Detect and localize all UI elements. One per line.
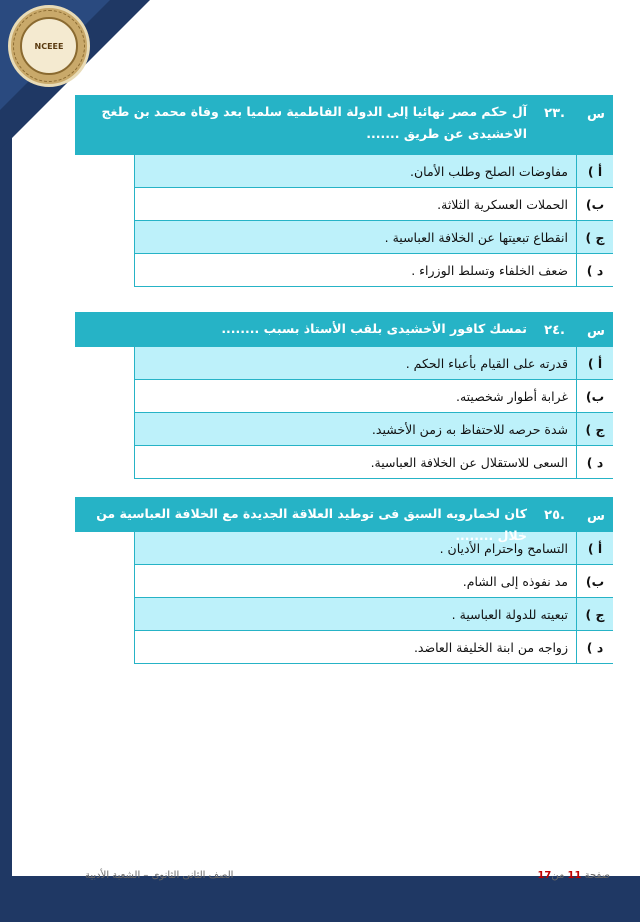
option-text: انقطاع تبعيتها عن الخلافة العباسية . <box>135 221 576 253</box>
question-block-23 <box>75 95 613 287</box>
question-label: س <box>587 107 605 122</box>
options-list <box>134 532 613 664</box>
option-text: غرابة أطوار شخصيته. <box>135 380 576 412</box>
option-b[interactable] <box>135 380 613 413</box>
footer-band <box>0 886 640 922</box>
option-b[interactable] <box>135 565 613 598</box>
options-list <box>134 155 613 287</box>
option-letter: أ ) <box>576 532 613 564</box>
page-total: 17 <box>537 870 552 881</box>
option-a[interactable] <box>135 347 613 380</box>
option-c[interactable] <box>135 598 613 631</box>
page-current: 11 <box>567 870 582 881</box>
option-text: التسامح واحترام الأديان . <box>135 532 576 564</box>
question-number: .٢٣ <box>544 106 565 121</box>
options-list <box>134 347 613 479</box>
question-block-24 <box>75 312 613 479</box>
option-text: السعى للاستقلال عن الخلافة العباسية. <box>135 446 576 478</box>
option-text: مفاوضات الصلح وطلب الأمان. <box>135 155 576 187</box>
option-text: شدة حرصه للاحتفاظ به زمن الأخشيد. <box>135 413 576 445</box>
question-header <box>75 95 613 155</box>
option-c[interactable] <box>135 413 613 446</box>
option-text: تبعيته للدولة العباسية . <box>135 598 576 630</box>
question-number: .٢٥ <box>544 508 565 523</box>
question-number: .٢٤ <box>544 323 565 338</box>
option-a[interactable] <box>135 155 613 188</box>
option-text: زواجه من ابنة الخليفة العاضد. <box>135 631 576 663</box>
logo-text: NCEEE <box>34 41 64 51</box>
option-c[interactable] <box>135 221 613 254</box>
option-letter: ج ) <box>576 598 613 630</box>
question-text: كان لخمارويه السبق فى توطيد العلاقة الجديدة مع الخلافة العباسية من خلال ........ <box>96 506 527 543</box>
option-letter: أ ) <box>576 155 613 187</box>
option-letter: ب) <box>576 188 613 220</box>
footer-page-number <box>537 870 610 881</box>
option-letter: ج ) <box>576 221 613 253</box>
option-b[interactable] <box>135 188 613 221</box>
footer-grade-label: الصف الثانى الثانوى – الشعبة الأدبية <box>85 870 234 881</box>
option-d[interactable] <box>135 631 613 664</box>
of-word: من <box>551 870 565 881</box>
option-text: الحملات العسكرية الثلاثة. <box>135 188 576 220</box>
option-letter: ب) <box>576 380 613 412</box>
question-header <box>75 312 613 347</box>
question-block-25 <box>75 497 613 664</box>
question-text: آل حكم مصر نهائيا إلى الدولة الفاطمية سلميا بعد وفاة محمد بن طغج الاخشيدى عن طريق ....... <box>101 104 527 141</box>
option-letter: أ ) <box>576 347 613 379</box>
option-text: ضعف الخلفاء وتسلط الوزراء . <box>135 254 576 286</box>
logo <box>8 5 90 87</box>
logo-ring <box>13 10 85 82</box>
page-word: صفحة <box>584 870 610 881</box>
question-label: س <box>587 509 605 524</box>
option-letter: ج ) <box>576 413 613 445</box>
question-label: س <box>587 324 605 339</box>
option-text: مد نفوذه إلى الشام. <box>135 565 576 597</box>
question-header <box>75 497 613 543</box>
option-letter: ب) <box>576 565 613 597</box>
option-d[interactable] <box>135 254 613 287</box>
question-text: تمسك كافور الأخشيدى بلقب الأستاذ بسبب ........ <box>221 321 527 336</box>
option-letter: د ) <box>576 446 613 478</box>
option-letter: د ) <box>576 631 613 663</box>
option-letter: د ) <box>576 254 613 286</box>
option-text: قدرته على القيام بأعباء الحكم . <box>135 347 576 379</box>
option-d[interactable] <box>135 446 613 479</box>
